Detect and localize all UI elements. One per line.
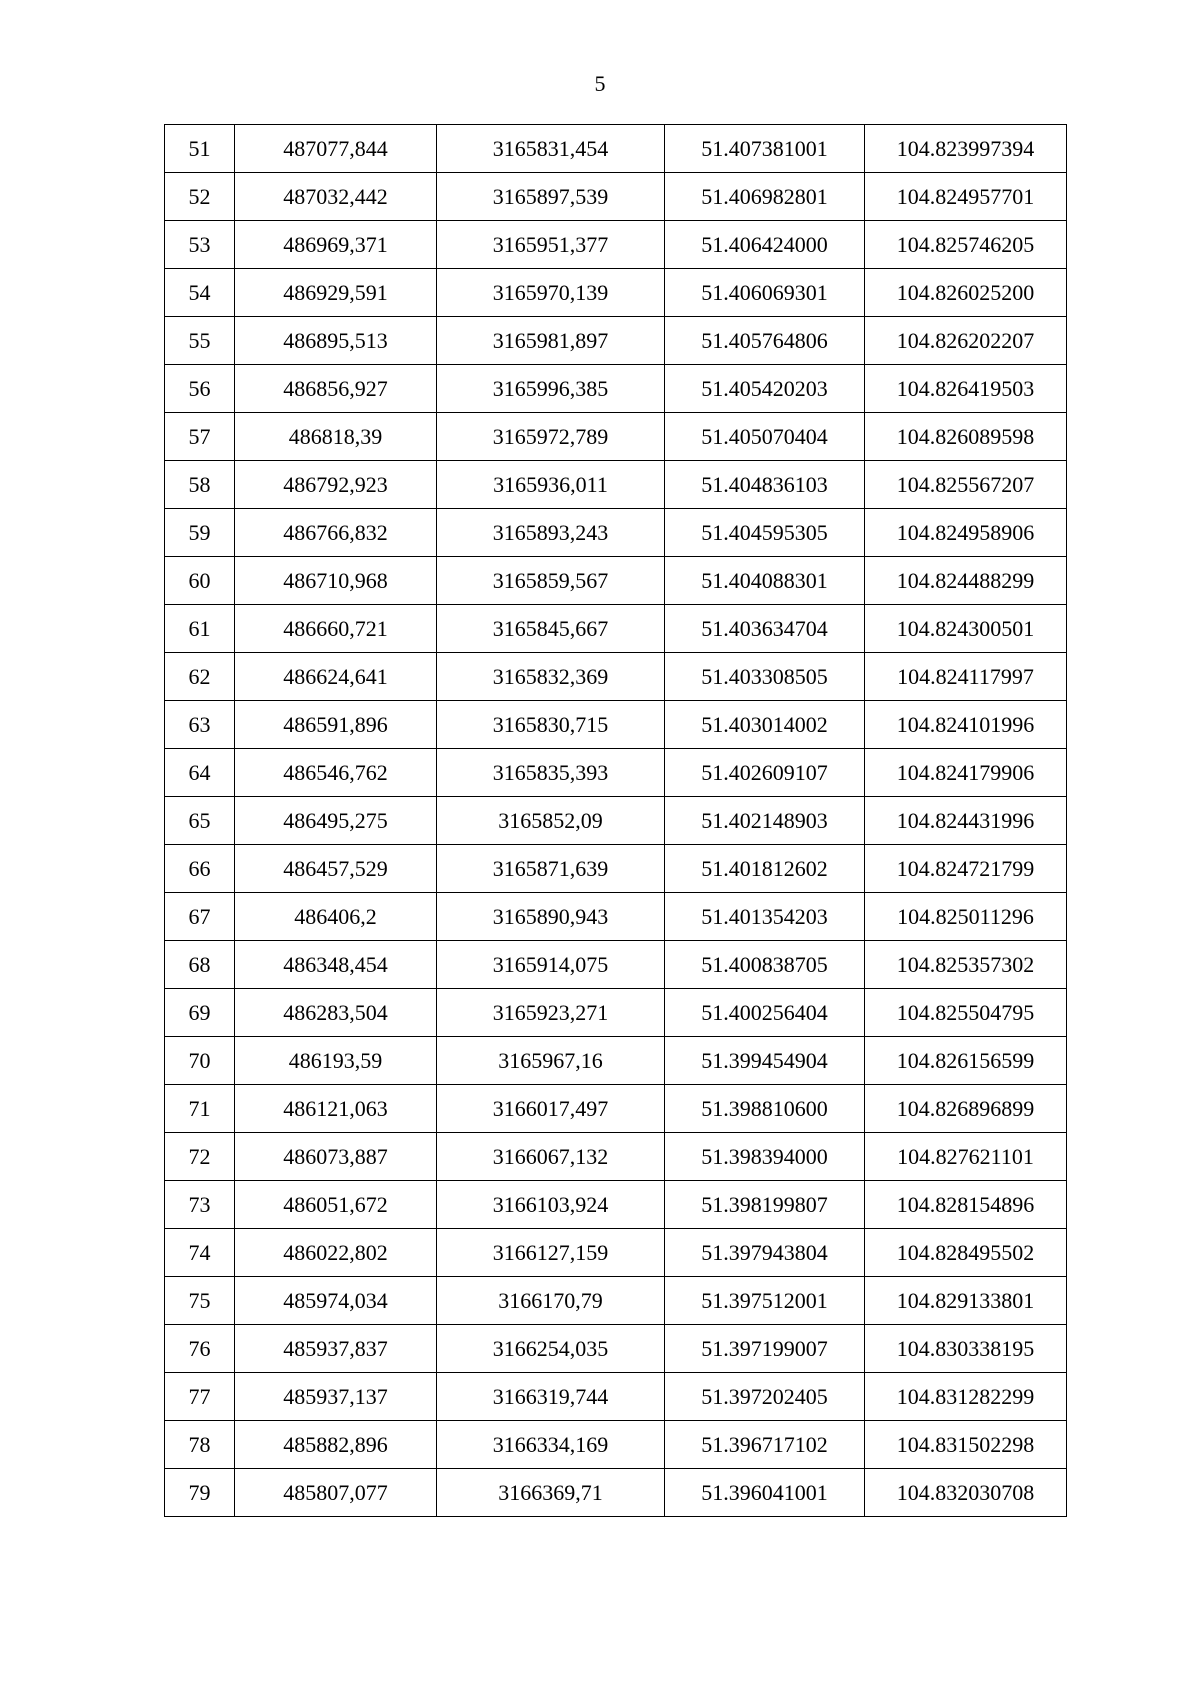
longitude-cell: 104.824101996 <box>865 701 1067 749</box>
point-number-cell: 57 <box>165 413 235 461</box>
latitude-cell: 51.396041001 <box>665 1469 865 1517</box>
latitude-cell: 51.406424000 <box>665 221 865 269</box>
table-row <box>165 1037 1067 1085</box>
y-coordinate-cell: 3166319,744 <box>437 1373 665 1421</box>
y-coordinate-cell: 3165967,16 <box>437 1037 665 1085</box>
y-coordinate-cell: 3165923,271 <box>437 989 665 1037</box>
y-coordinate-cell: 3165832,369 <box>437 653 665 701</box>
longitude-cell: 104.831282299 <box>865 1373 1067 1421</box>
table-row <box>165 1229 1067 1277</box>
longitude-cell: 104.826419503 <box>865 365 1067 413</box>
longitude-cell: 104.824488299 <box>865 557 1067 605</box>
x-coordinate-cell: 486193,59 <box>235 1037 437 1085</box>
latitude-cell: 51.397202405 <box>665 1373 865 1421</box>
point-number-cell: 69 <box>165 989 235 1037</box>
x-coordinate-cell: 486856,927 <box>235 365 437 413</box>
x-coordinate-cell: 485807,077 <box>235 1469 437 1517</box>
point-number-cell: 67 <box>165 893 235 941</box>
y-coordinate-cell: 3165951,377 <box>437 221 665 269</box>
x-coordinate-cell: 486022,802 <box>235 1229 437 1277</box>
table-row <box>165 1277 1067 1325</box>
table-row <box>165 365 1067 413</box>
point-number-cell: 52 <box>165 173 235 221</box>
latitude-cell: 51.401354203 <box>665 893 865 941</box>
longitude-cell: 104.824431996 <box>865 797 1067 845</box>
y-coordinate-cell: 3165981,897 <box>437 317 665 365</box>
x-coordinate-cell: 486792,923 <box>235 461 437 509</box>
point-number-cell: 63 <box>165 701 235 749</box>
x-coordinate-cell: 486406,2 <box>235 893 437 941</box>
point-number-cell: 60 <box>165 557 235 605</box>
y-coordinate-cell: 3166254,035 <box>437 1325 665 1373</box>
y-coordinate-cell: 3165845,667 <box>437 605 665 653</box>
point-number-cell: 53 <box>165 221 235 269</box>
table-row <box>165 557 1067 605</box>
longitude-cell: 104.825746205 <box>865 221 1067 269</box>
point-number-cell: 70 <box>165 1037 235 1085</box>
latitude-cell: 51.404836103 <box>665 461 865 509</box>
table-row <box>165 221 1067 269</box>
longitude-cell: 104.826896899 <box>865 1085 1067 1133</box>
x-coordinate-cell: 485974,034 <box>235 1277 437 1325</box>
latitude-cell: 51.399454904 <box>665 1037 865 1085</box>
y-coordinate-cell: 3165996,385 <box>437 365 665 413</box>
y-coordinate-cell: 3166334,169 <box>437 1421 665 1469</box>
longitude-cell: 104.824179906 <box>865 749 1067 797</box>
x-coordinate-cell: 486283,504 <box>235 989 437 1037</box>
x-coordinate-cell: 486624,641 <box>235 653 437 701</box>
table-row <box>165 317 1067 365</box>
y-coordinate-cell: 3165831,454 <box>437 125 665 173</box>
latitude-cell: 51.404595305 <box>665 509 865 557</box>
y-coordinate-cell: 3166369,71 <box>437 1469 665 1517</box>
longitude-cell: 104.827621101 <box>865 1133 1067 1181</box>
y-coordinate-cell: 3166017,497 <box>437 1085 665 1133</box>
longitude-cell: 104.825504795 <box>865 989 1067 1037</box>
x-coordinate-cell: 485882,896 <box>235 1421 437 1469</box>
longitude-cell: 104.831502298 <box>865 1421 1067 1469</box>
x-coordinate-cell: 485937,837 <box>235 1325 437 1373</box>
x-coordinate-cell: 486818,39 <box>235 413 437 461</box>
y-coordinate-cell: 3165936,011 <box>437 461 665 509</box>
point-number-cell: 78 <box>165 1421 235 1469</box>
coordinates-table-body <box>165 125 1067 1517</box>
table-row <box>165 845 1067 893</box>
longitude-cell: 104.828154896 <box>865 1181 1067 1229</box>
point-number-cell: 51 <box>165 125 235 173</box>
y-coordinate-cell: 3165830,715 <box>437 701 665 749</box>
latitude-cell: 51.406982801 <box>665 173 865 221</box>
x-coordinate-cell: 486546,762 <box>235 749 437 797</box>
y-coordinate-cell: 3165972,789 <box>437 413 665 461</box>
table-row <box>165 1373 1067 1421</box>
latitude-cell: 51.403634704 <box>665 605 865 653</box>
point-number-cell: 62 <box>165 653 235 701</box>
longitude-cell: 104.829133801 <box>865 1277 1067 1325</box>
x-coordinate-cell: 486121,063 <box>235 1085 437 1133</box>
y-coordinate-cell: 3165852,09 <box>437 797 665 845</box>
x-coordinate-cell: 486710,968 <box>235 557 437 605</box>
longitude-cell: 104.830338195 <box>865 1325 1067 1373</box>
longitude-cell: 104.824117997 <box>865 653 1067 701</box>
table-row <box>165 653 1067 701</box>
longitude-cell: 104.826202207 <box>865 317 1067 365</box>
latitude-cell: 51.398394000 <box>665 1133 865 1181</box>
point-number-cell: 65 <box>165 797 235 845</box>
point-number-cell: 73 <box>165 1181 235 1229</box>
point-number-cell: 76 <box>165 1325 235 1373</box>
table-row <box>165 509 1067 557</box>
latitude-cell: 51.403014002 <box>665 701 865 749</box>
y-coordinate-cell: 3166067,132 <box>437 1133 665 1181</box>
latitude-cell: 51.396717102 <box>665 1421 865 1469</box>
longitude-cell: 104.826089598 <box>865 413 1067 461</box>
point-number-cell: 71 <box>165 1085 235 1133</box>
longitude-cell: 104.826156599 <box>865 1037 1067 1085</box>
point-number-cell: 55 <box>165 317 235 365</box>
latitude-cell: 51.405764806 <box>665 317 865 365</box>
x-coordinate-cell: 486457,529 <box>235 845 437 893</box>
table-row <box>165 701 1067 749</box>
y-coordinate-cell: 3165890,943 <box>437 893 665 941</box>
longitude-cell: 104.825567207 <box>865 461 1067 509</box>
x-coordinate-cell: 486895,513 <box>235 317 437 365</box>
point-number-cell: 59 <box>165 509 235 557</box>
table-row <box>165 1133 1067 1181</box>
x-coordinate-cell: 486660,721 <box>235 605 437 653</box>
y-coordinate-cell: 3165835,393 <box>437 749 665 797</box>
x-coordinate-cell: 487032,442 <box>235 173 437 221</box>
point-number-cell: 72 <box>165 1133 235 1181</box>
table-row <box>165 893 1067 941</box>
table-row <box>165 749 1067 797</box>
point-number-cell: 64 <box>165 749 235 797</box>
y-coordinate-cell: 3165871,639 <box>437 845 665 893</box>
table-row <box>165 797 1067 845</box>
y-coordinate-cell: 3166170,79 <box>437 1277 665 1325</box>
table-row <box>165 1421 1067 1469</box>
x-coordinate-cell: 486495,275 <box>235 797 437 845</box>
point-number-cell: 68 <box>165 941 235 989</box>
x-coordinate-cell: 486929,591 <box>235 269 437 317</box>
latitude-cell: 51.400838705 <box>665 941 865 989</box>
table-row <box>165 269 1067 317</box>
x-coordinate-cell: 486348,454 <box>235 941 437 989</box>
x-coordinate-cell: 487077,844 <box>235 125 437 173</box>
longitude-cell: 104.825357302 <box>865 941 1067 989</box>
point-number-cell: 61 <box>165 605 235 653</box>
x-coordinate-cell: 486591,896 <box>235 701 437 749</box>
x-coordinate-cell: 486969,371 <box>235 221 437 269</box>
latitude-cell: 51.405070404 <box>665 413 865 461</box>
latitude-cell: 51.398810600 <box>665 1085 865 1133</box>
longitude-cell: 104.824957701 <box>865 173 1067 221</box>
y-coordinate-cell: 3166127,159 <box>437 1229 665 1277</box>
latitude-cell: 51.401812602 <box>665 845 865 893</box>
point-number-cell: 66 <box>165 845 235 893</box>
latitude-cell: 51.407381001 <box>665 125 865 173</box>
table-row <box>165 1469 1067 1517</box>
longitude-cell: 104.824721799 <box>865 845 1067 893</box>
point-number-cell: 79 <box>165 1469 235 1517</box>
page-number: 5 <box>594 71 606 96</box>
latitude-cell: 51.400256404 <box>665 989 865 1037</box>
table-row <box>165 989 1067 1037</box>
y-coordinate-cell: 3165914,075 <box>437 941 665 989</box>
latitude-cell: 51.402609107 <box>665 749 865 797</box>
table-row <box>165 1085 1067 1133</box>
latitude-cell: 51.406069301 <box>665 269 865 317</box>
x-coordinate-cell: 486051,672 <box>235 1181 437 1229</box>
table-row <box>165 125 1067 173</box>
latitude-cell: 51.397943804 <box>665 1229 865 1277</box>
y-coordinate-cell: 3166103,924 <box>437 1181 665 1229</box>
x-coordinate-cell: 486766,832 <box>235 509 437 557</box>
point-number-cell: 75 <box>165 1277 235 1325</box>
latitude-cell: 51.405420203 <box>665 365 865 413</box>
longitude-cell: 104.825011296 <box>865 893 1067 941</box>
table-row <box>165 461 1067 509</box>
point-number-cell: 74 <box>165 1229 235 1277</box>
latitude-cell: 51.403308505 <box>665 653 865 701</box>
x-coordinate-cell: 486073,887 <box>235 1133 437 1181</box>
point-number-cell: 54 <box>165 269 235 317</box>
longitude-cell: 104.828495502 <box>865 1229 1067 1277</box>
latitude-cell: 51.398199807 <box>665 1181 865 1229</box>
y-coordinate-cell: 3165897,539 <box>437 173 665 221</box>
longitude-cell: 104.824958906 <box>865 509 1067 557</box>
table-row <box>165 173 1067 221</box>
latitude-cell: 51.397512001 <box>665 1277 865 1325</box>
latitude-cell: 51.404088301 <box>665 557 865 605</box>
longitude-cell: 104.823997394 <box>865 125 1067 173</box>
latitude-cell: 51.402148903 <box>665 797 865 845</box>
y-coordinate-cell: 3165893,243 <box>437 509 665 557</box>
y-coordinate-cell: 3165970,139 <box>437 269 665 317</box>
longitude-cell: 104.824300501 <box>865 605 1067 653</box>
table-row <box>165 941 1067 989</box>
coordinates-table <box>164 124 1067 1517</box>
table-row <box>165 605 1067 653</box>
table-row <box>165 1325 1067 1373</box>
y-coordinate-cell: 3165859,567 <box>437 557 665 605</box>
table-row <box>165 1181 1067 1229</box>
point-number-cell: 56 <box>165 365 235 413</box>
point-number-cell: 77 <box>165 1373 235 1421</box>
x-coordinate-cell: 485937,137 <box>235 1373 437 1421</box>
longitude-cell: 104.826025200 <box>865 269 1067 317</box>
table-row <box>165 413 1067 461</box>
latitude-cell: 51.397199007 <box>665 1325 865 1373</box>
longitude-cell: 104.832030708 <box>865 1469 1067 1517</box>
point-number-cell: 58 <box>165 461 235 509</box>
